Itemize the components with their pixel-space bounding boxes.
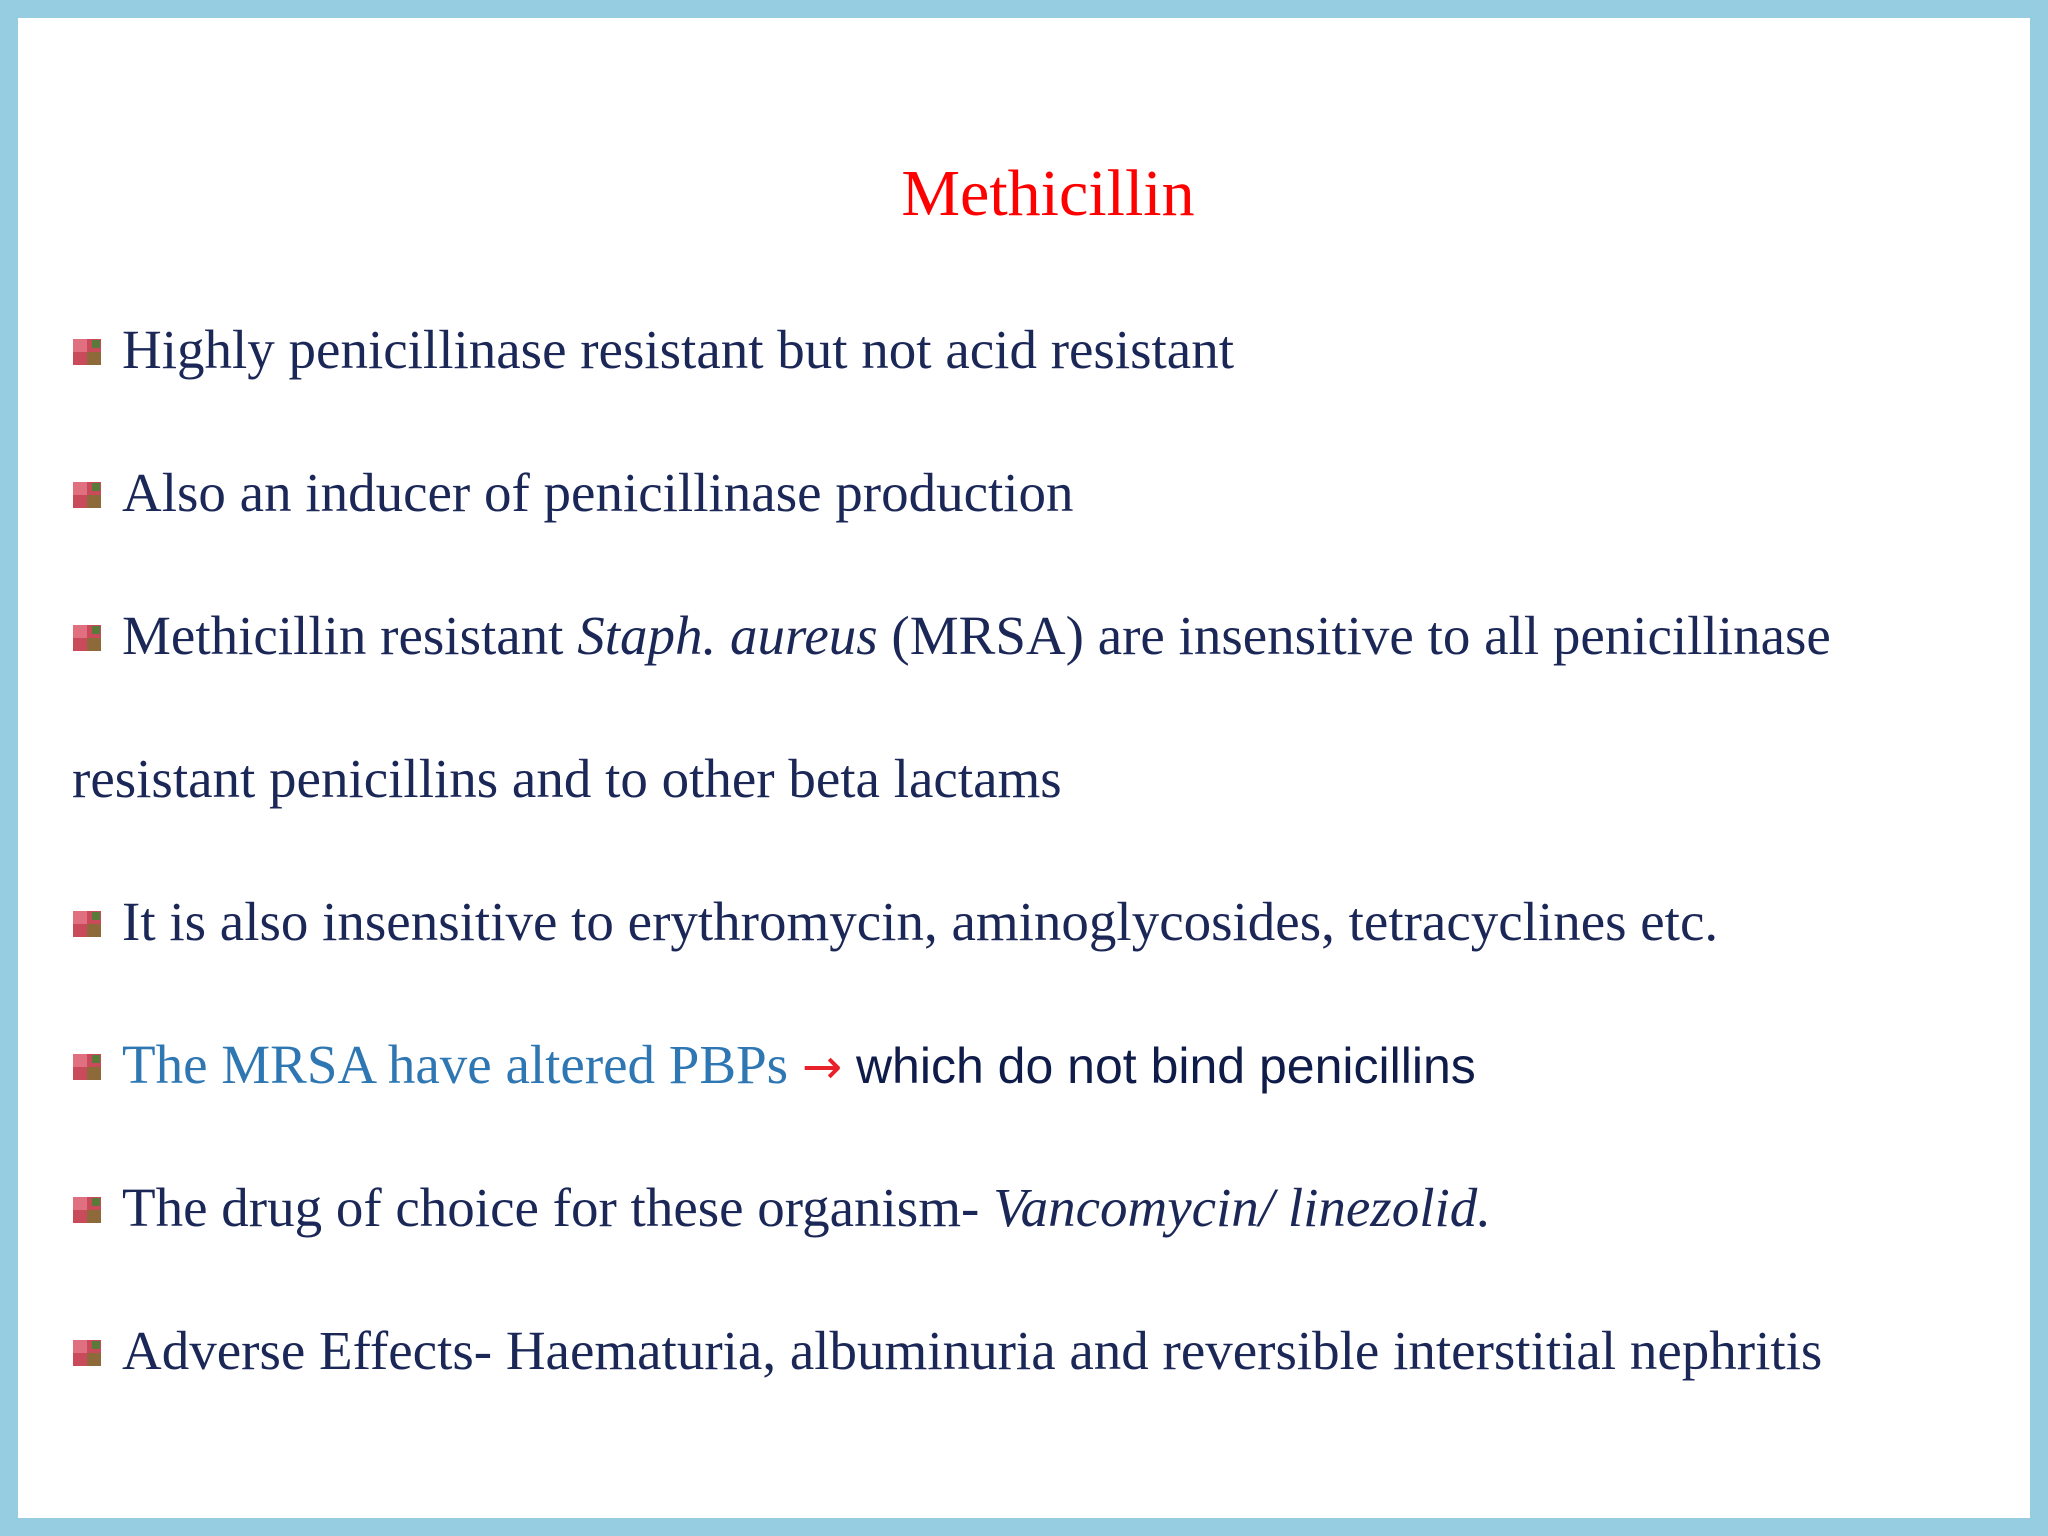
line-text: (MRSA) are insensitive to all penicillinase xyxy=(877,605,1831,666)
bullet-line-6 xyxy=(72,1168,1491,1248)
square-bullet-icon xyxy=(72,481,102,509)
square-bullet-icon xyxy=(72,624,102,652)
line-text: It is also insensitive to erythromycin, aminoglycosides, tetracyclines etc. xyxy=(122,891,1719,952)
square-bullet-icon xyxy=(72,1339,102,1367)
line-text: Adverse Effects- Haematuria, albuminuria and reversible interstitial nephritis xyxy=(122,1320,1823,1381)
square-bullet-icon xyxy=(72,910,102,938)
bullet-line-2 xyxy=(72,453,1074,533)
bullet-line-1 xyxy=(72,310,1234,390)
line-text: resistant penicillins and to other beta lactams xyxy=(72,748,1062,809)
organism-name: Staph. aureus xyxy=(577,605,878,666)
continuation-line-3 xyxy=(72,739,1062,819)
bullet-line-3 xyxy=(72,596,1831,676)
square-bullet-icon xyxy=(72,1196,102,1224)
bullet-line-4 xyxy=(72,882,1718,962)
drug-names: Vancomycin/ linezolid. xyxy=(993,1177,1492,1238)
slide xyxy=(18,18,2030,1518)
bullet-line-5 xyxy=(72,1025,1476,1105)
line-text: Methicillin resistant xyxy=(122,605,578,666)
square-bullet-icon xyxy=(72,1053,102,1081)
arrow-right-icon: → xyxy=(801,1039,843,1095)
line-text: Also an inducer of penicillinase production xyxy=(122,462,1074,523)
slide-title: Methicillin xyxy=(901,157,1195,230)
bullet-line-7 xyxy=(72,1311,1822,1391)
line-text: which do not bind penicillins xyxy=(842,1038,1476,1094)
line-text: The drug of choice for these organism- xyxy=(122,1177,994,1238)
square-bullet-icon xyxy=(72,338,102,366)
highlight-text: The MRSA have altered PBPs xyxy=(122,1034,802,1095)
line-text: Highly penicillinase resistant but not acid resistant xyxy=(122,319,1234,380)
